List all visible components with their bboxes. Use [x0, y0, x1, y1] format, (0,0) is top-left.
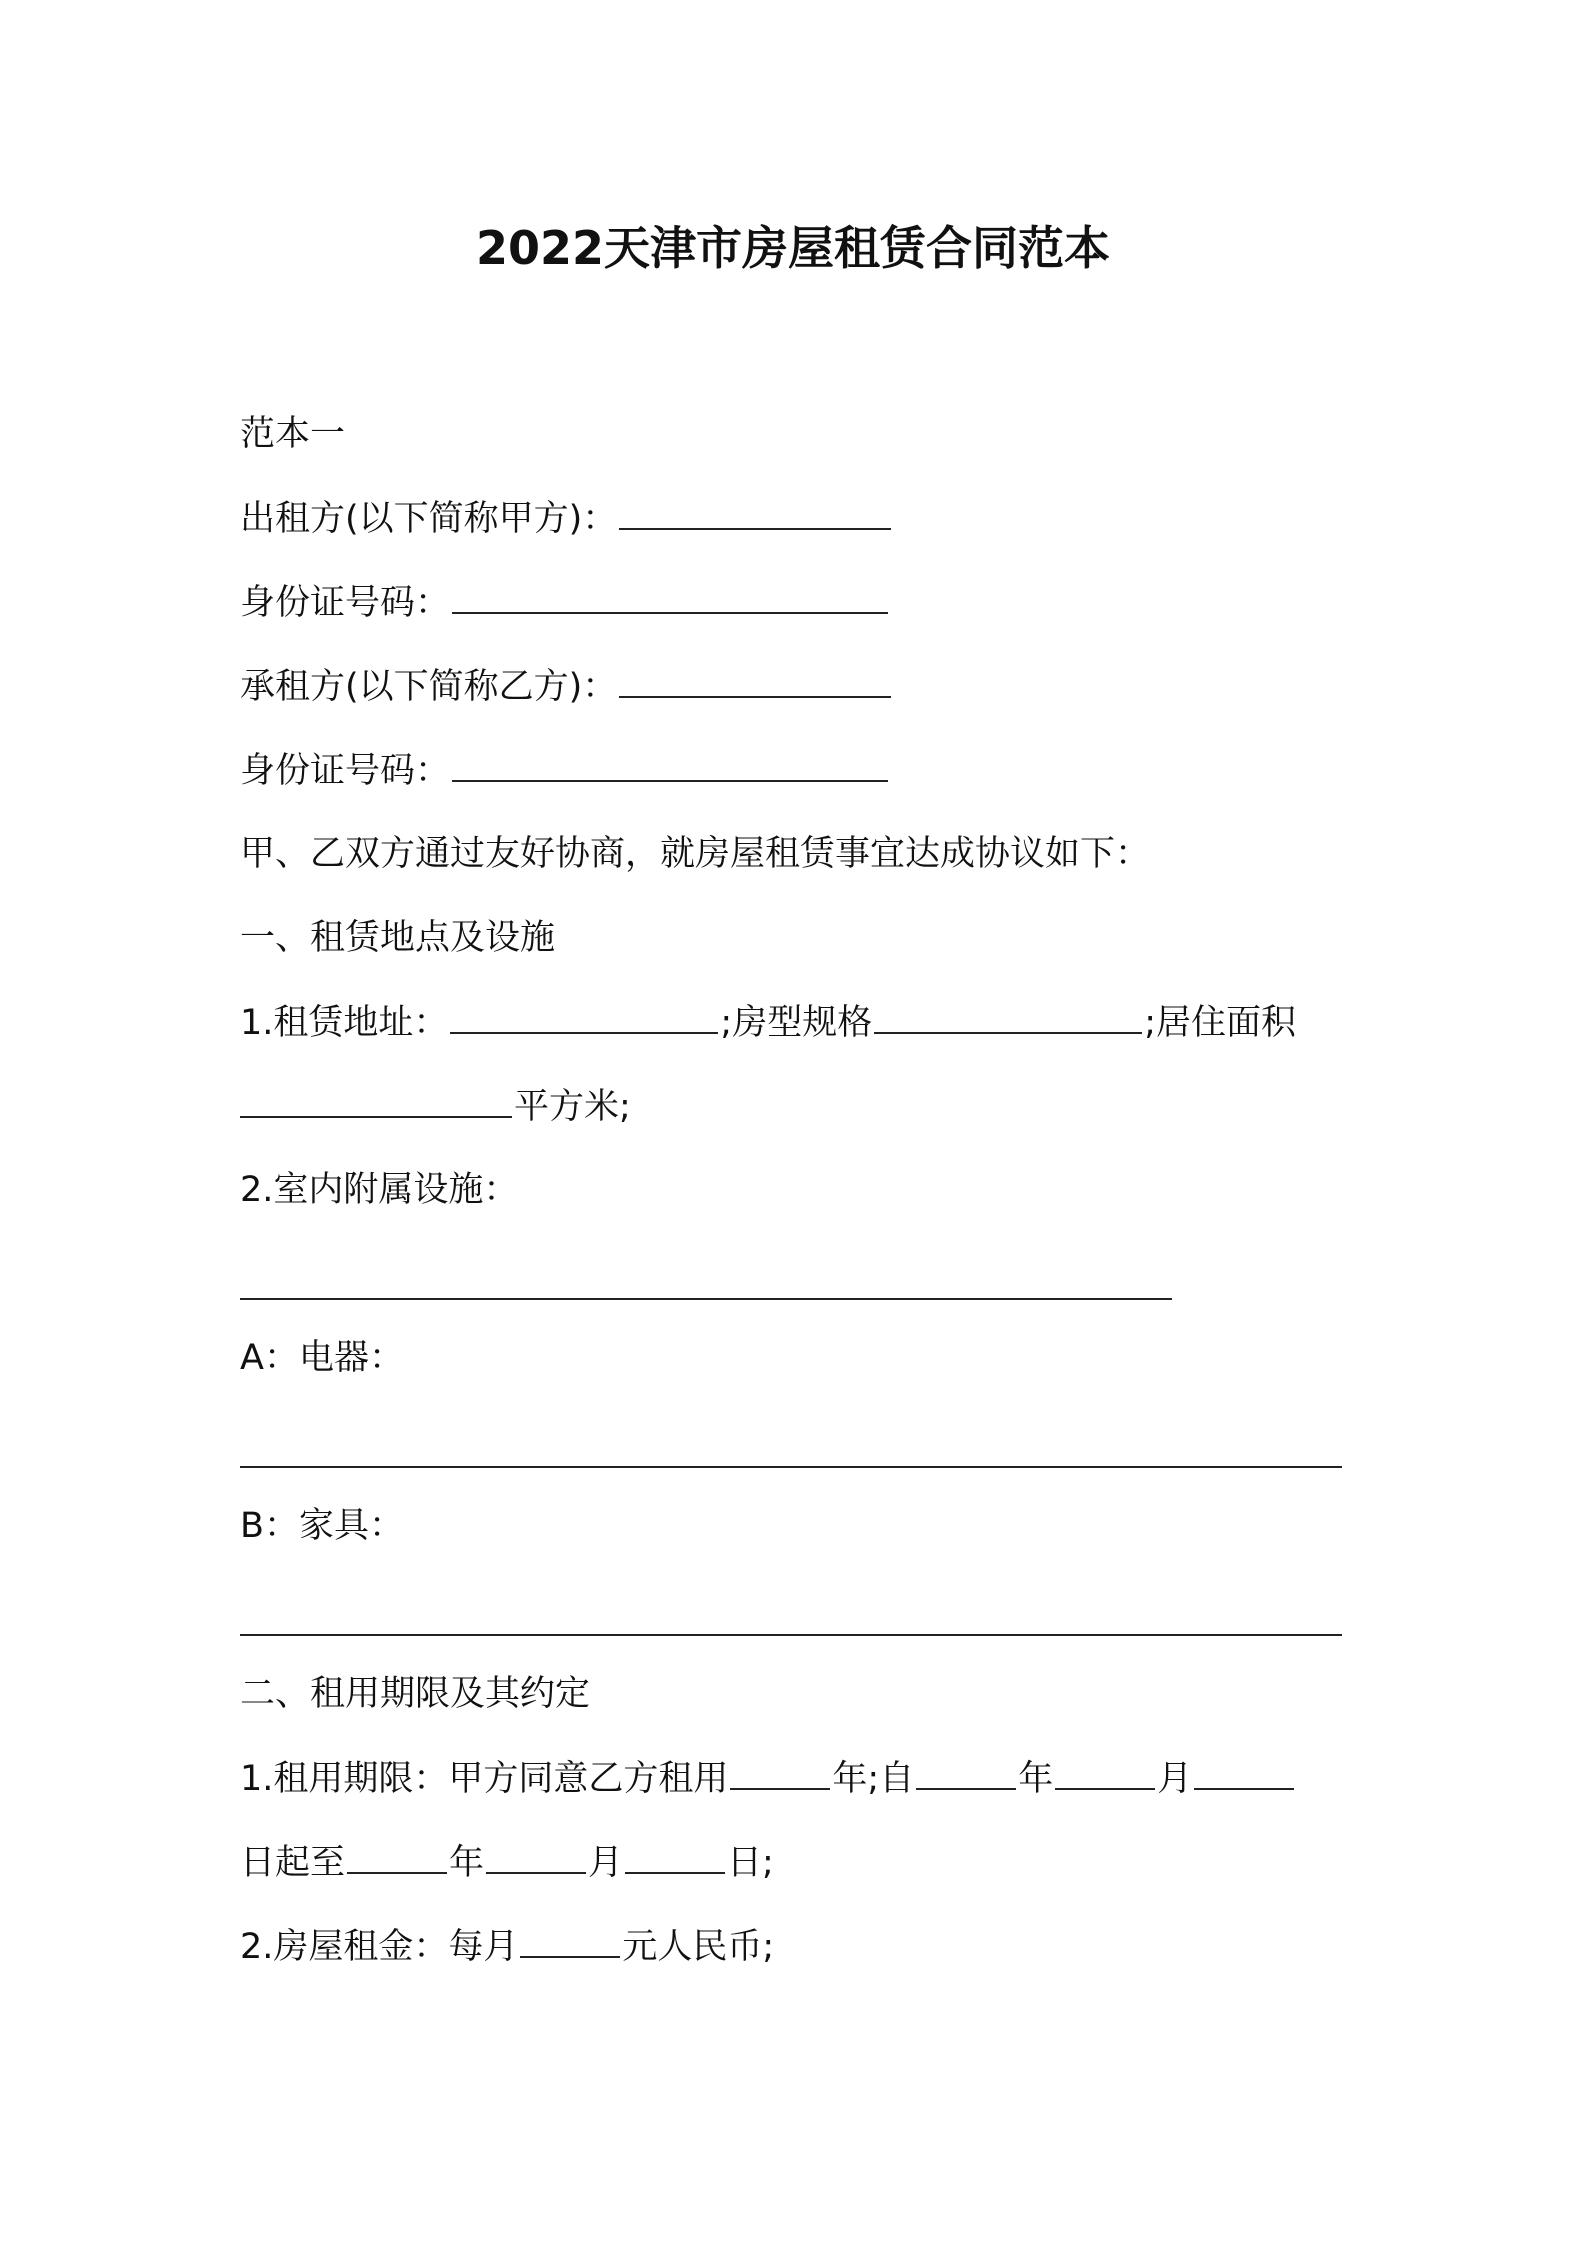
- area-unit: 平方米;: [514, 1087, 631, 1127]
- appliances-label: A：电器：: [240, 1338, 404, 1378]
- area-label: ;居住面积: [1144, 1003, 1296, 1043]
- area-row: [240, 1082, 631, 1131]
- area-blank[interactable]: [240, 1082, 512, 1118]
- rent-row: [240, 1922, 774, 1971]
- term-years-blank[interactable]: [730, 1754, 830, 1790]
- lessee-blank[interactable]: [619, 662, 891, 698]
- address-blank[interactable]: [450, 998, 718, 1034]
- start-month-label: 月: [1157, 1759, 1193, 1799]
- end-day-blank[interactable]: [625, 1838, 725, 1874]
- end-month-blank[interactable]: [486, 1838, 586, 1874]
- appliances-blank[interactable]: [240, 1466, 1342, 1468]
- start-year-blank[interactable]: [916, 1754, 1016, 1790]
- lessee-row: [240, 662, 893, 711]
- rent-unit: 元人民币;: [622, 1927, 775, 1967]
- agreement-intro: 甲、乙双方通过友好协商，就房屋租赁事宜达成协议如下：: [240, 834, 1151, 874]
- section2-heading: 二、租用期限及其约定: [240, 1674, 591, 1714]
- term-year-from: 年;自: [832, 1759, 915, 1799]
- lessor-row: [240, 494, 893, 543]
- start-day-blank[interactable]: [1194, 1754, 1294, 1790]
- term-label: 1.租用期限：甲方同意乙方租用: [240, 1759, 729, 1799]
- lessor-id-blank[interactable]: [452, 578, 888, 614]
- lease-term-end-row: [240, 1838, 774, 1887]
- address-label: 1.租赁地址：: [240, 1003, 449, 1043]
- day-from-label: 日起至: [240, 1843, 346, 1883]
- lessee-id-label: 身份证号码：: [240, 751, 451, 791]
- rent-amount-blank[interactable]: [520, 1922, 620, 1958]
- section1-heading: 一、租赁地点及设施: [240, 918, 556, 958]
- lease-address-row: [240, 998, 1296, 1047]
- lessor-label: 出租方(以下简称甲方)：: [240, 499, 618, 539]
- facilities-label: 2.室内附属设施：: [240, 1170, 519, 1210]
- lessee-label: 承租方(以下简称乙方)：: [240, 667, 618, 707]
- lessor-id-row: [240, 578, 890, 627]
- room-type-label: ;房型规格: [720, 1003, 873, 1043]
- end-year-label: 年: [449, 1843, 485, 1883]
- end-year-blank[interactable]: [347, 1838, 447, 1874]
- room-type-blank[interactable]: [874, 998, 1142, 1034]
- end-day-label: 日;: [727, 1843, 774, 1883]
- start-month-blank[interactable]: [1055, 1754, 1155, 1790]
- lessor-blank[interactable]: [619, 494, 891, 530]
- sample-label: 范本一: [240, 414, 346, 454]
- document-title: 2022天津市房屋租赁合同范本: [475, 221, 1111, 275]
- furniture-blank[interactable]: [240, 1634, 1342, 1636]
- lessee-id-blank[interactable]: [452, 746, 888, 782]
- start-year-label: 年: [1018, 1759, 1054, 1799]
- end-month-label: 月: [588, 1843, 624, 1883]
- lease-term-row: [240, 1754, 1296, 1803]
- furniture-label: B：家具：: [240, 1506, 405, 1546]
- lessor-id-label: 身份证号码：: [240, 583, 451, 623]
- lessee-id-row: [240, 746, 890, 795]
- facilities-blank[interactable]: [240, 1298, 1172, 1300]
- rent-label: 2.房屋租金：每月: [240, 1927, 519, 1967]
